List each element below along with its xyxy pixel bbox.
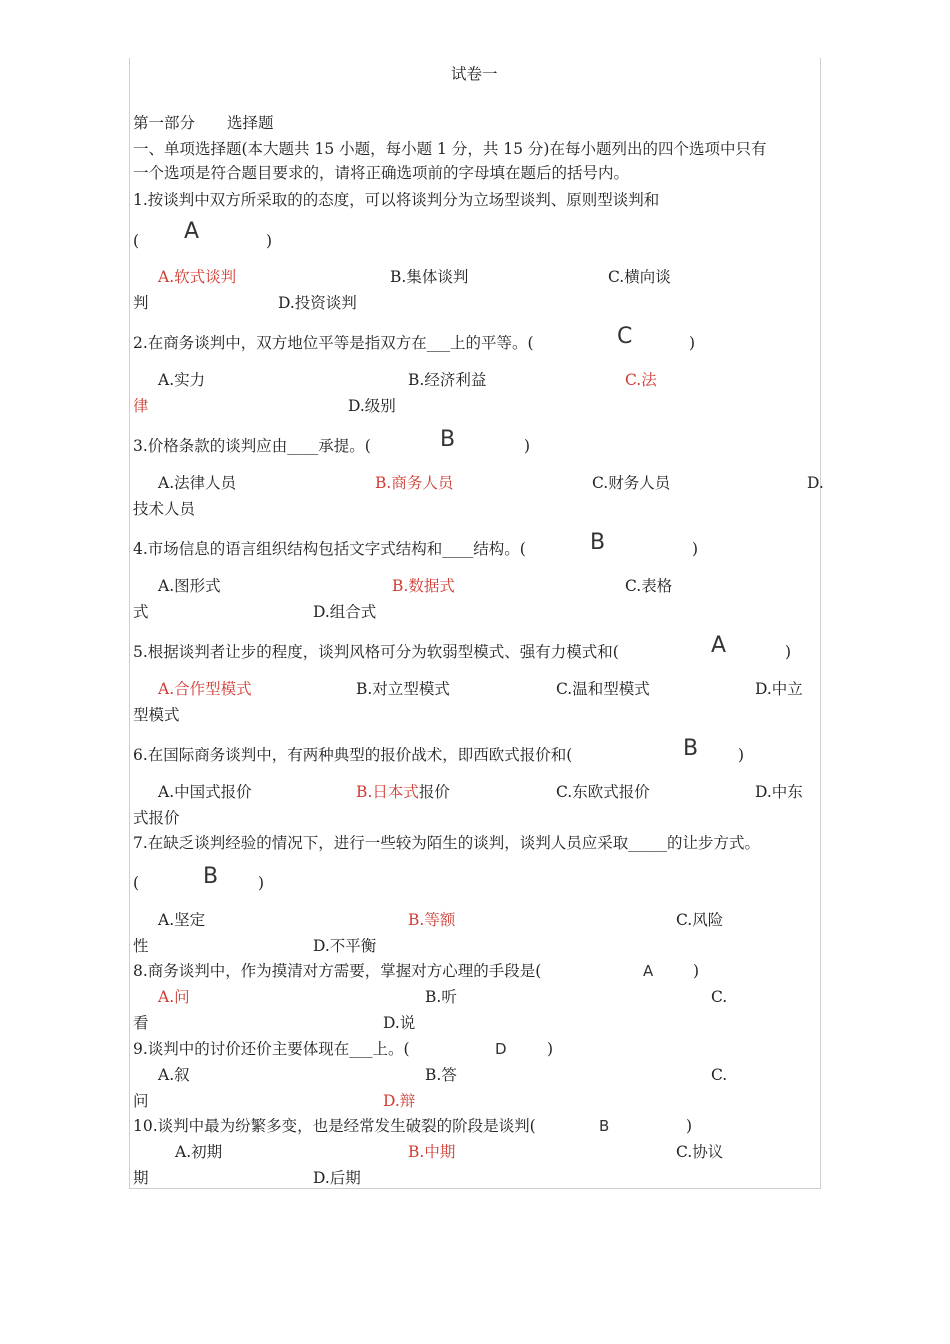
paren-close: ) xyxy=(738,746,745,764)
option-b: B.答 xyxy=(425,1066,457,1084)
option-a-correct: A.问 xyxy=(158,988,190,1006)
question-stem: 2.在商务谈判中，双方地位平等是指双方在___上的平等。( xyxy=(133,334,534,352)
paren-close: ) xyxy=(692,540,699,558)
option-d: D. xyxy=(807,474,824,492)
option-a: A.图形式 xyxy=(158,577,221,595)
option-a: A.实力 xyxy=(158,371,206,389)
question-stem: 8.商务谈判中，作为摸清对方需要，掌握对方心理的手段是( xyxy=(133,962,542,980)
paren-close: ) xyxy=(258,874,265,892)
question-stem: 4.市场信息的语言组织结构包括文字式结构和____结构。( xyxy=(133,540,526,558)
option-d: D.不平衡 xyxy=(313,937,377,955)
paren-close: ) xyxy=(693,962,700,980)
option-c: C.风险 xyxy=(676,911,724,929)
question-stem: 9.谈判中的讨价还价主要体现在___上。( xyxy=(133,1040,410,1058)
answer-mark: B xyxy=(683,736,699,761)
option-a: A.初期 xyxy=(175,1143,223,1161)
option-wrap: 型模式 xyxy=(133,706,180,724)
option-a-correct: A.软式谈判 xyxy=(158,268,237,286)
answer-mark: B xyxy=(440,427,456,452)
option-wrap: 期 xyxy=(133,1169,149,1187)
option-c: C.温和型模式 xyxy=(556,680,650,698)
paren-close: ) xyxy=(689,334,696,352)
option-b-correct: B.数据式 xyxy=(392,577,455,595)
page-frame xyxy=(129,58,821,1189)
option-c: C.财务人员 xyxy=(592,474,671,492)
option-b: B.对立型模式 xyxy=(356,680,450,698)
option-wrap: 式 xyxy=(133,603,149,621)
option-wrap: 性 xyxy=(133,937,149,955)
option-wrap: 技术人员 xyxy=(133,500,196,518)
option-a: A.法律人员 xyxy=(158,474,237,492)
paren-close: ) xyxy=(266,232,273,250)
option-a: A.中国式报价 xyxy=(158,783,252,801)
option-d: D.说 xyxy=(383,1014,416,1032)
option-b: B.经济利益 xyxy=(408,371,487,389)
answer-mark: B xyxy=(203,864,219,889)
option-a: A.叙 xyxy=(158,1066,190,1084)
question-stem: 10.谈判中最为纷繁多变，也是经常发生破裂的阶段是谈判( xyxy=(133,1117,536,1135)
answer-mark: C xyxy=(617,324,633,349)
option-b-correct: B.中期 xyxy=(408,1143,456,1161)
option-d-correct: D.辩 xyxy=(383,1092,416,1110)
option-c: C.表格 xyxy=(625,577,673,595)
question-stem: 7.在缺乏谈判经验的情况下，进行一些较为陌生的谈判，谈判人员应采取_____的让步方式。 xyxy=(133,834,761,852)
question-stem: 5.根据谈判者让步的程度，谈判风格可分为软弱型模式、强有力模式和( xyxy=(133,643,619,661)
option-wrap: 问 xyxy=(133,1092,149,1110)
option-wrap: 式报价 xyxy=(133,809,180,827)
option-a: A.坚定 xyxy=(158,911,206,929)
paren-open: ( xyxy=(133,874,140,892)
option-b: B.集体谈判 xyxy=(390,268,469,286)
option-d: D.组合式 xyxy=(313,603,377,621)
option-d: D.后期 xyxy=(313,1169,361,1187)
option-wrap: 看 xyxy=(133,1014,149,1032)
paren-close: ) xyxy=(785,643,792,661)
option-d: D.中立 xyxy=(755,680,803,698)
question-stem: 3.价格条款的谈判应由____承提。( xyxy=(133,437,371,455)
paren-close: ) xyxy=(524,437,531,455)
option-a-correct: A.合作型模式 xyxy=(158,680,252,698)
option-b xyxy=(356,782,450,802)
option-c: C.横向谈 xyxy=(608,268,671,286)
option-c: C.协议 xyxy=(676,1143,724,1161)
answer-mark: A xyxy=(643,962,654,980)
answer-mark: D xyxy=(495,1040,507,1058)
option-b: B.听 xyxy=(425,988,457,1006)
exam-title: 试卷一 xyxy=(451,65,498,83)
option-b-correct: B.日本式 xyxy=(356,783,419,801)
paren-close: ) xyxy=(686,1117,693,1135)
option-d: D.投资谈判 xyxy=(278,294,357,312)
answer-mark: B xyxy=(599,1117,610,1135)
paren-close: ) xyxy=(547,1040,554,1058)
instructions-line-2: 一个选项是符合题目要求的，请将正确选项前的字母填在题后的括号内。 xyxy=(133,164,630,182)
option-c: C. xyxy=(711,988,728,1006)
answer-mark: A xyxy=(711,633,727,658)
option-b-rest: 报价 xyxy=(418,783,450,801)
part-name: 选择题 xyxy=(227,114,274,132)
option-c: C. xyxy=(711,1066,728,1084)
option-wrap-correct: 律 xyxy=(133,397,149,415)
option-c: C.东欧式报价 xyxy=(556,783,650,801)
question-stem: 1.按谈判中双方所采取的的态度，可以将谈判分为立场型谈判、原则型谈判和 xyxy=(133,191,660,209)
option-d: D.中东 xyxy=(755,783,803,801)
option-c-correct: C.法 xyxy=(625,371,657,389)
paren-open: ( xyxy=(133,232,140,250)
option-wrap: 判 xyxy=(133,294,149,312)
option-d: D.级别 xyxy=(348,397,396,415)
part-label: 第一部分 xyxy=(133,114,196,132)
question-stem: 6.在国际商务谈判中，有两种典型的报价战术，即西欧式报价和( xyxy=(133,746,573,764)
instructions-line-1: 一、单项选择题(本大题共 15 小题，每小题 1 分，共 15 分)在每小题列出的四个选项中只有 xyxy=(133,140,767,158)
answer-mark: A xyxy=(184,219,200,244)
answer-mark: B xyxy=(590,530,606,555)
option-b-correct: B.等额 xyxy=(408,911,456,929)
option-b-correct: B.商务人员 xyxy=(375,474,454,492)
